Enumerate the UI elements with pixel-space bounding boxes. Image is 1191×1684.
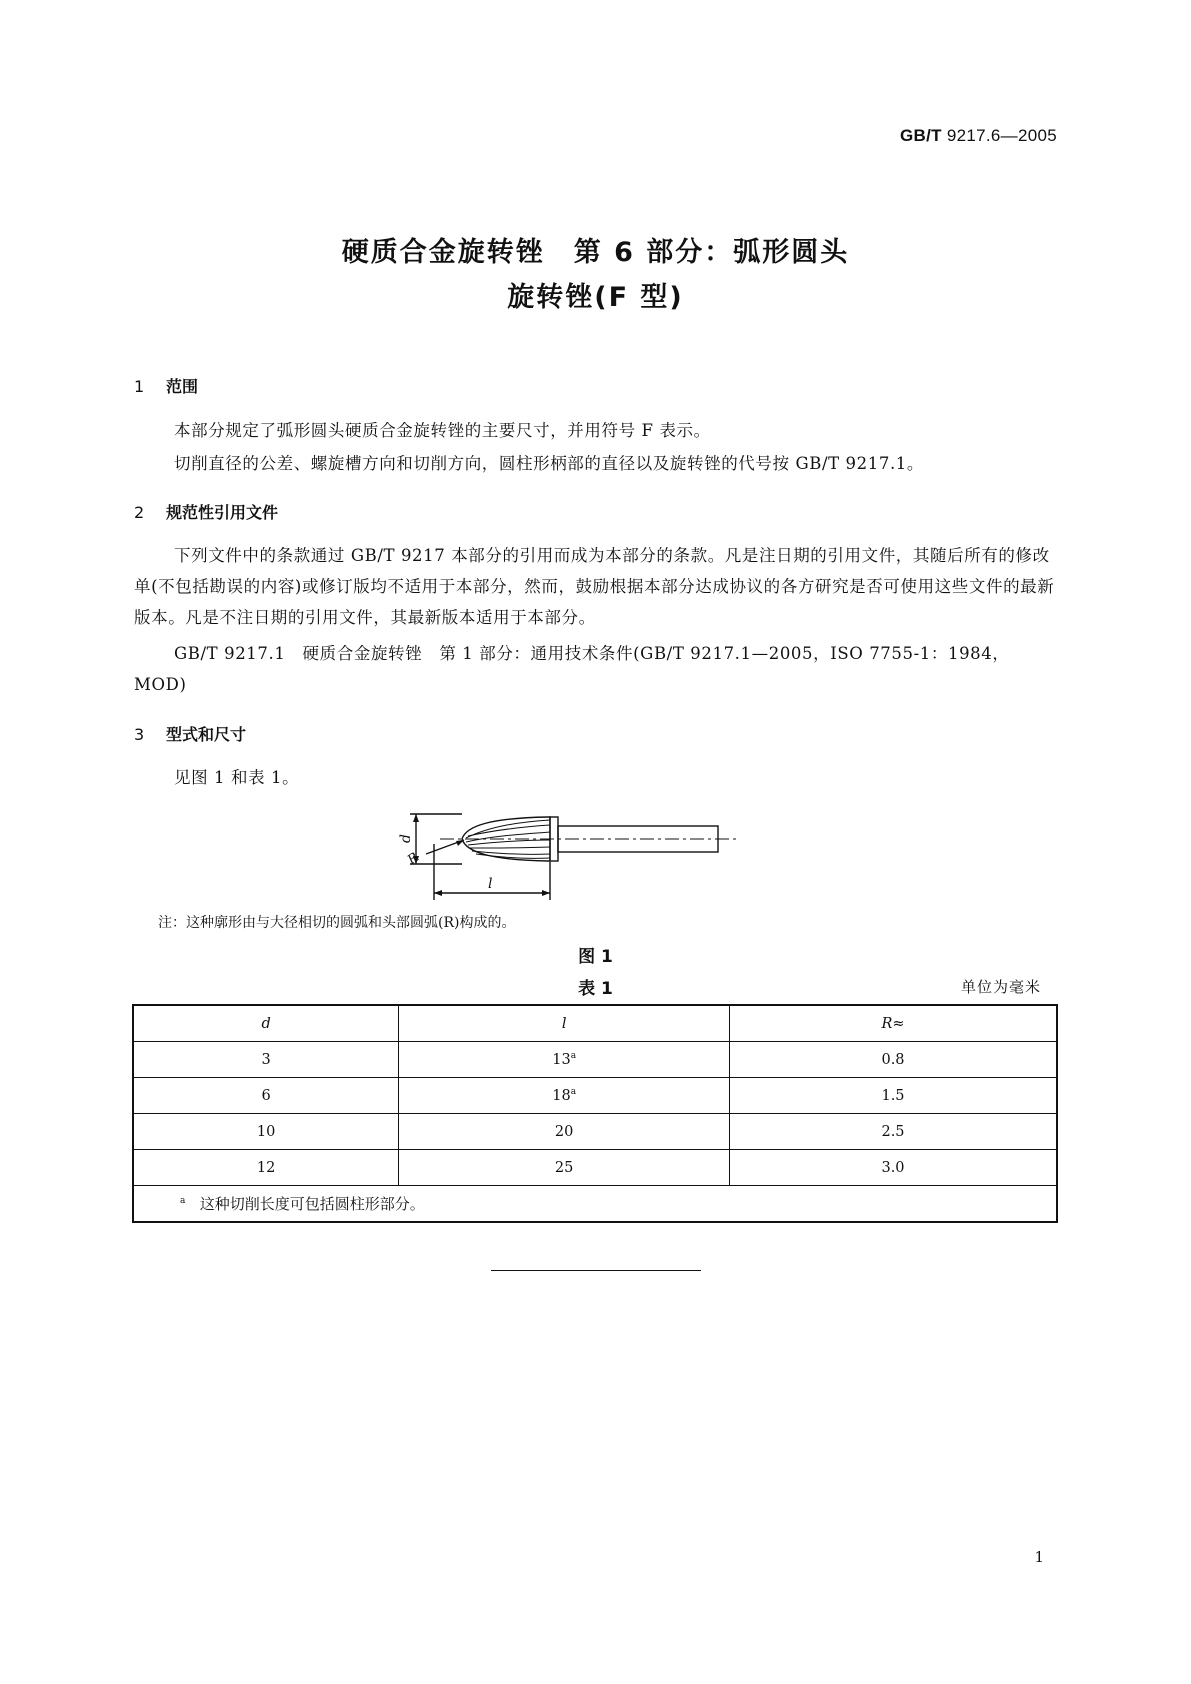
label-d: d: [398, 834, 414, 843]
table-footnote: [133, 1186, 1057, 1223]
cell-d: 10: [133, 1114, 399, 1150]
section-2-heading: [134, 500, 278, 523]
table-row: [133, 1150, 1057, 1186]
header-l: l: [399, 1005, 730, 1042]
label-l: l: [488, 876, 493, 892]
cell-d: 12: [133, 1150, 399, 1186]
header-d: d: [133, 1005, 399, 1042]
table-row: [133, 1042, 1057, 1078]
paragraph: 本部分规定了弧形圆头硬质合金旋转锉的主要尺寸，并用符号 F 表示。: [174, 421, 711, 440]
table-unit: 单位为毫米: [960, 978, 1041, 996]
footnote-mark: a: [180, 1196, 186, 1206]
header-r: R≈: [730, 1005, 1057, 1042]
cell-r: 0.8: [730, 1042, 1057, 1078]
cell-l: 20: [399, 1114, 730, 1150]
table-row: [133, 1114, 1057, 1150]
paragraph: 下列文件中的条款通过 GB/T 9217 本部分的引用而成为本部分的条款。凡是注日期的引用文件，其随后所有的修改单(不包括勘误的内容)或修订版均不适用于本部分，然而，鼓励根据本部分达成协议的各方研究是否可使用这些文件的最新版本。凡是不注日期的引用文件，其最新版本适用于本部分。: [134, 546, 1055, 627]
table-header-row: [133, 1005, 1057, 1042]
page-number: 1: [1034, 1548, 1044, 1566]
figure-note: 注：这种廓形由与大径相切的圆弧和头部圆弧(R)构成的。: [158, 915, 516, 931]
table-caption: 表 1: [578, 979, 613, 999]
section-3-heading: [134, 722, 246, 745]
section-title: 规范性引用文件: [166, 503, 279, 522]
cell-l: 25: [399, 1150, 730, 1186]
rotary-burr-drawing: [400, 800, 800, 910]
dimensions-table: [132, 1004, 1058, 1223]
cell-r: 2.5: [730, 1114, 1057, 1150]
label-r: R: [405, 850, 422, 868]
title-line-1: 硬质合金旋转锉 第 6 部分：弧形圆头: [341, 237, 850, 268]
figure-caption: 图 1: [578, 947, 613, 967]
cell-l: 18$^a$: [399, 1078, 730, 1114]
table-footnote-row: [133, 1186, 1057, 1223]
document-code: [900, 126, 1057, 146]
section-number: 1: [134, 377, 145, 396]
paragraph: 见图 1 和表 1。: [174, 768, 300, 787]
section-number: 3: [134, 725, 145, 744]
cell-l: 13$^a$: [399, 1042, 730, 1078]
footnote-text: 这种切削长度可包括圆柱形部分。: [199, 1195, 425, 1213]
section-number: 2: [134, 503, 145, 522]
paragraph: 切削直径的公差、螺旋槽方向和切削方向，圆柱形柄部的直径以及旋转锉的代号按 GB/T 9217.1。: [174, 454, 924, 473]
standard-number: 9217.6—2005: [946, 126, 1057, 145]
paragraph: GB/T 9217.1 硬质合金旋转锉 第 1 部分：通用技术条件(GB/T 9217.1—2005，ISO 7755-1：1984，MOD): [134, 644, 1010, 694]
end-rule: [491, 1270, 701, 1271]
cell-r: 1.5: [730, 1078, 1057, 1114]
section-1-heading: [134, 374, 198, 397]
cell-d: 3: [133, 1042, 399, 1078]
cell-r: 3.0: [730, 1150, 1057, 1186]
standard-prefix: GB/T: [900, 126, 942, 145]
section-title: 型式和尺寸: [166, 725, 247, 744]
title-line-2: 旋转锉(F 型): [507, 282, 684, 313]
table-row: [133, 1078, 1057, 1114]
cell-d: 6: [133, 1078, 399, 1114]
section-title: 范围: [166, 377, 199, 396]
